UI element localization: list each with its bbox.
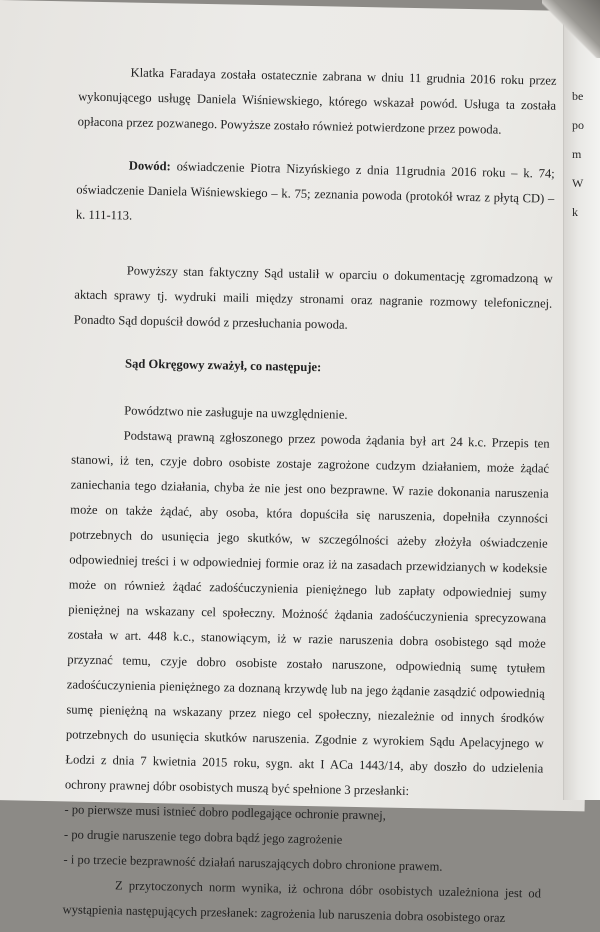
paragraph-claim-dismissed: Powództwo nie zasługuje na uwzględnienie. [124, 403, 348, 422]
evidence-text: oświadczenie Piotra Nizyńskiego z dnia 11grudnia 2016 roku – k. 74; oświadczenie Daniela Wiśniewskiego – k. 75; zeznania powoda (protokół wraz z płytą CD) – k. 111-113. [75, 159, 555, 223]
edge-fragment: W [572, 176, 584, 190]
next-page-text-fragments [572, 82, 594, 227]
next-page-edge [563, 0, 600, 800]
paragraph-fact-findings: Powyższy stan faktyczny Sąd ustalił w oparciu o dokumentację zgromadzoną w aktach sprawy tj. wydruki maili między stronami oraz nagranie rozmowy telefonicznej. Ponadto Sąd dopuścił dowód z przesłuchania powoda. [73, 263, 553, 332]
list-item-condition-3: - i po trzecie bezprawność działań naruszających dobro chronione prawem. [63, 852, 443, 874]
list-item-condition-2: - po drugie naruszenie tego dobra bądź jego zagrożenie [63, 827, 343, 847]
page-corner-fold [542, 0, 600, 58]
list-item-condition-1: - po pierwsze musi istnieć dobro podlegające ochronie prawnej, [64, 802, 386, 823]
paragraph-faraday-cage: Klatka Faradaya została ostatecznie zabrana w dniu 11 grudnia 2016 roku przez wykonującego usługę Daniela Wiśniewskiego, którego wskazał powód. Usługa ta została opłacona przez pozwanego. Powyższe zostało również potwierdzone przez powoda. [77, 65, 557, 137]
paragraph-legal-basis: Podstawą prawną zgłoszonego przez powoda żądania był art 24 k.c. Przepis ten stanowi, iż ten, czyje dobro osobiste zostaje zagrożone cudzym działaniem, może żądać zaniechania tego działania, chyba że nie jest ono bezprawne. W razie dokonania naruszenia może on także żądać, aby osoba, która dopuściła się naruszenia, dopełniła czynności potrzebnych do usunięcia jego skutków, w szczególności ażeby złożyła oświadczenie odpowiedniej treści i w odpowiedniej formie oraz iż na zasadach przewidzianych w kodeksie może on również żądać zadośćuczynienia pieniężnego lub zapłaty odpowiedniej sumy pieniężnej na wskazany cel społeczny. Możność żądania zadośćuczynienia sprecyzowana została w art. 448 k.c., stanowiącym, iż w razie naruszenia dobra osobistego sąd może przyznać temu, czyje dobro osobiste zostało naruszone, odpowiednią sumę tytułem zadośćuczynienia pieniężnego za doznaną krzywdę lub na jego żądanie zasądzić odpowiednią sumę pieniężną na wskazany przez niego cel społeczny, niezależnie od innych środków potrzebnych do usunięcia skutków naruszenia. Zgodnie z wyrokiem Sądu Apelacyjnego w Łodzi z dnia 7 kwietnia 2015 roku, sygn. akt I ACa 1443/14, aby doszło do udzielenia ochrony prawnej dóbr osobistych muszą być spełnione 3 przesłanki: [64, 428, 550, 798]
evidence-paragraph [76, 153, 555, 237]
edge-fragment: po [572, 118, 584, 132]
document-body [62, 60, 556, 932]
edge-fragment: k [572, 205, 578, 219]
edge-fragment: m [572, 147, 582, 161]
court-considerations-heading: Sąd Okręgowy zważył, co następuje: [124, 356, 322, 375]
evidence-label: Dowód: [128, 158, 171, 174]
paragraph-conclusion: Z przytoczonych norm wynika, iż ochrona dóbr osobistych uzależniona jest od wystąpienia następujących przesłanek: zagrożenia lub naruszenia dobra osobistego oraz [62, 878, 542, 925]
edge-fragment: be [572, 89, 584, 103]
